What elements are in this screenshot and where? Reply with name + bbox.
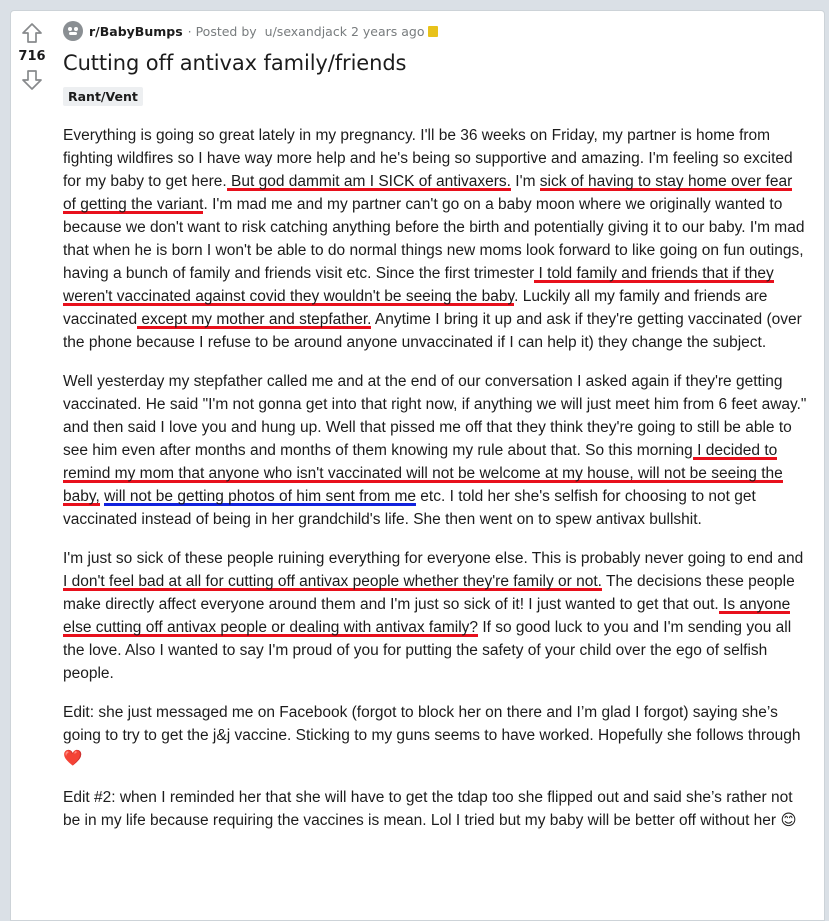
post-card bbox=[10, 10, 825, 921]
body-text: . Luckily all my family and friends are vaccinated bbox=[63, 288, 768, 328]
post-flair[interactable]: Rant/Vent bbox=[63, 87, 143, 106]
underlined-text-red: sick of having to stay home over fear of getting the variant bbox=[63, 173, 793, 213]
subreddit-icon[interactable] bbox=[63, 21, 83, 41]
vote-score: 716 bbox=[18, 49, 46, 64]
body-text: . I'm mad me and my partner can't go on a baby moon where we originally wanted to because we don't want to risk catching anything before the birth and potentially giving it to our baby. I'm mad that when he is born I won't be able to do normal things new moms look forward to like going on fun outings, having a bunch of family and friends visit etc. Since the first trimester bbox=[63, 196, 805, 282]
underlined-text-red: I told family and friends that if they weren't vaccinated against covid they wouldn't be seeing the baby bbox=[63, 265, 774, 305]
body-text: Anytime I bring it up and ask if they're getting vaccinated (over the phone because I refuse to be around anyone unvaccinated if I can help it) they change the subject. bbox=[63, 311, 802, 351]
underlined-text-red: Is anyone else cutting off antivax people or dealing with antivax family? bbox=[63, 596, 791, 636]
body-text: etc. I told her she's selfish for choosing to not get vaccinated instead of being in her grandchild's life. She then went on to spew antivax bullshit. bbox=[63, 488, 756, 528]
post-body bbox=[63, 124, 808, 832]
post-meta bbox=[63, 21, 808, 41]
post-paragraph bbox=[63, 370, 808, 531]
upvote-icon[interactable] bbox=[20, 21, 44, 45]
body-text: If so good luck to you and I'm sending you all the love. Also I wanted to say I'm proud of you for putting the safety of your child over the ego of selfish people. bbox=[63, 619, 792, 682]
body-text: Well yesterday my stepfather called me and at the end of our conversation I asked again if they're getting vaccinated. He said "I'm not gonna get into that right now, if anything we will just meet him from 6 feet away." and then said I love you and hung up. Well that pissed me off that they think they're going to still be able to see him even after months and months of them knowing my rule about that. So this morning bbox=[63, 373, 807, 459]
body-text: The decisions these people make directly affect everyone around them and I'm just so sick of it! I just wanted to get that out. bbox=[63, 573, 795, 613]
underlined-text-blue: will not be getting photos of him sent from me bbox=[104, 488, 416, 505]
post-time[interactable]: 2 years ago bbox=[350, 23, 425, 39]
underlined-text-red: But god dammit am I SICK of antivaxers. bbox=[226, 173, 511, 190]
downvote-icon[interactable] bbox=[20, 68, 44, 92]
posted-by-label: · Posted by bbox=[187, 23, 257, 39]
underlined-text-red: I decided to remind my mom that anyone who isn't vaccinated will not be welcome at my house, will not be seeing the baby, bbox=[63, 442, 783, 505]
post-paragraph bbox=[63, 786, 808, 832]
post-paragraph bbox=[63, 701, 808, 770]
body-text: Edit: she just messaged me on Facebook (forgot to block her on there and I’m glad I forgot) saying she’s going to try to get the j&j vaccine. Sticking to my guns seems to have worked. Hopefully she follows through❤️ bbox=[63, 704, 801, 767]
post-content bbox=[63, 11, 808, 848]
body-text: I'm just so sick of these people ruining everything for everyone else. This is probably never going to end and bbox=[63, 550, 804, 567]
post-title[interactable]: Cutting off antivax family/friends bbox=[63, 51, 407, 75]
post-paragraph bbox=[63, 547, 808, 685]
body-text: Everything is going so great lately in my pregnancy. I'll be 36 weeks on Friday, my partner is home from fighting wildfires so I have way more help and he's being so supportive and amazing. I'm feeling so excited for my baby to get here. bbox=[63, 127, 793, 190]
underlined-text-red: I don't feel bad at all for cutting off antivax people whether they're family or not. bbox=[63, 573, 602, 590]
post-paragraph bbox=[63, 124, 808, 354]
body-text: I'm bbox=[511, 173, 540, 190]
award-icon[interactable] bbox=[428, 26, 438, 37]
underlined-text-red: except my mother and stepfather. bbox=[137, 311, 372, 328]
body-text: Edit #2: when I reminded her that she will have to get the tdap too she flipped out and said she’s rather not be in my life because requiring the vaccines is mean. Lol I tried but my baby will be better off without her 😊 bbox=[63, 789, 797, 829]
author-link[interactable]: u/sexandjack bbox=[264, 23, 347, 39]
vote-column bbox=[11, 11, 53, 92]
subreddit-link[interactable]: r/BabyBumps bbox=[89, 23, 183, 39]
